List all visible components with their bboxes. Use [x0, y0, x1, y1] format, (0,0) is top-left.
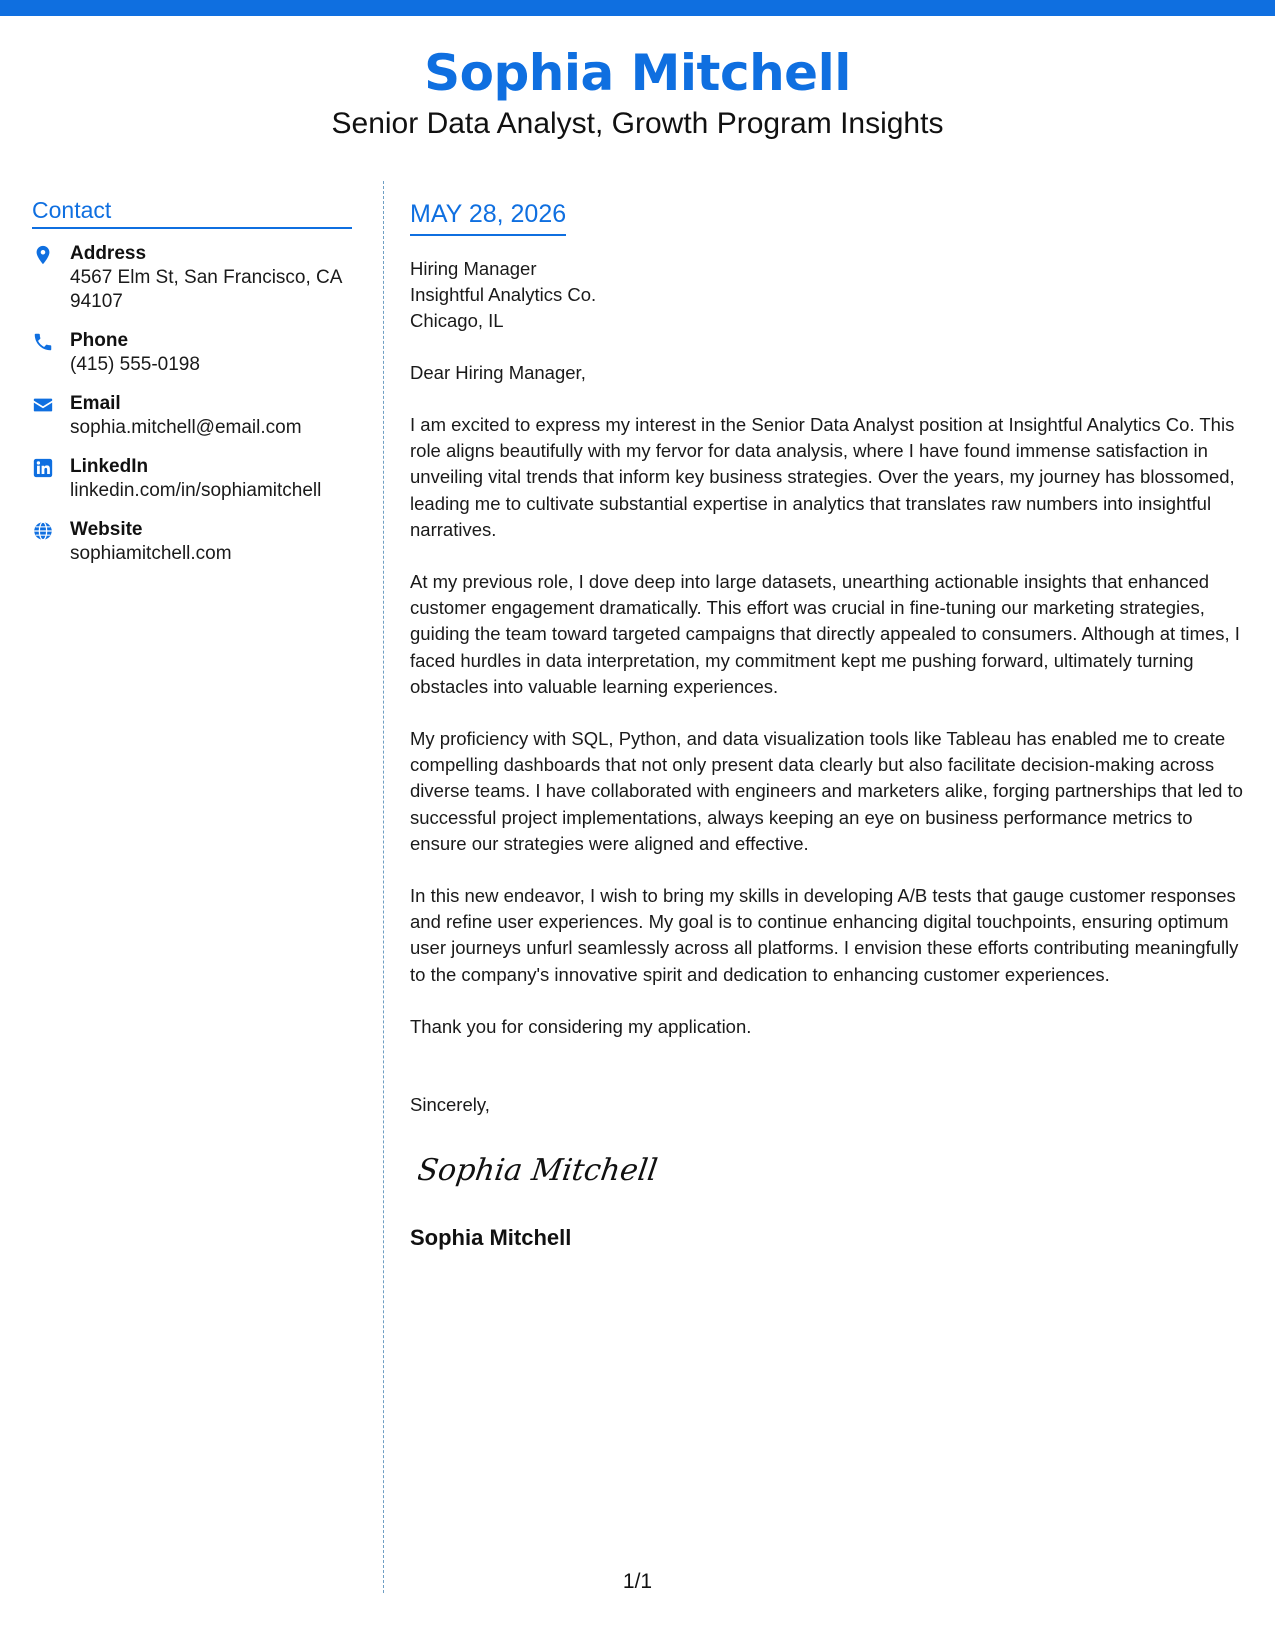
paragraph-5: Thank you for considering my application. — [410, 1015, 752, 1037]
contact-sidebar — [32, 195, 352, 580]
linkedin-icon — [32, 457, 54, 479]
letter-body — [410, 198, 1250, 1253]
contact-value: sophiamitchell.com — [70, 543, 232, 564]
globe-icon — [32, 520, 54, 542]
contact-label: Website — [70, 519, 143, 540]
salutation: Dear Hiring Manager, — [410, 362, 586, 383]
letter-date: MAY 28, 2026 — [410, 198, 566, 236]
contact-label: Phone — [70, 330, 129, 351]
paragraph-1: I am excited to express my interest in the Senior Data Analyst position at Insightful Analytics Co. This role aligns beautifully with my fervor for data analysis, where I have found immense satisfaction in unveiling vital trends that inform key business strategies. Over the years, my journey has blossomed, leading me to cultivate substantial expertise in analytics that translates raw numbers into insightful narratives. — [410, 414, 1235, 540]
paragraph-3: My proficiency with SQL, Python, and data visualization tools like Tableau has enabled me to create compelling dashboards that not only present data clearly but also facilitate decision-making across diverse teams. I have collaborated with engineers and marketers alike, forging partnerships that led to successful project implementations, always keeping an eye on business performance metrics to ensure our strategies were aligned and effective. — [410, 728, 1243, 854]
contact-item-address — [32, 241, 352, 314]
signature — [418, 1140, 658, 1200]
contact-value: (415) 555-0198 — [70, 354, 200, 375]
top-accent-bar — [0, 0, 1275, 16]
column-divider — [383, 181, 384, 1593]
contact-value: linkedin.com/in/sophiamitchell — [70, 480, 322, 501]
paragraph-2: At my previous role, I dove deep into large datasets, unearthing actionable insights that enhanced customer engagement dramatically. This effort was crucial in fine-tuning our marketing strategies, guiding the team toward targeted campaigns that directly appealed to consumers. Although at times, I faced hurdles in data interpretation, my commitment kept me pushing forward, ultimately turning obstacles into valuable learning experiences. — [410, 571, 1240, 697]
recipient-title: Hiring Manager — [410, 258, 537, 279]
signature-text: Sophia Mitchell — [418, 1153, 658, 1189]
contact-label: LinkedIn — [70, 456, 149, 477]
page-number: 1/1 — [622, 1570, 653, 1593]
contact-item-website — [32, 517, 352, 566]
map-pin-icon — [32, 244, 54, 266]
headline: Senior Data Analyst, Growth Program Insights — [331, 107, 944, 140]
page-header — [0, 42, 1275, 144]
paragraph-4: In this new endeavor, I wish to bring my skills in developing A/B tests that gauge customer responses and refine user experiences. My goal is to continue enhancing digital touchpoints, ensuring optimum user journeys unfurl seamlessly across all platforms. I envision these efforts contributing meaningfully to the company's innovative spirit and dedication to enhancing customer experiences. — [410, 885, 1239, 985]
email-icon — [32, 394, 54, 416]
contact-value: sophia.mitchell@email.com — [70, 417, 302, 438]
phone-icon — [32, 331, 54, 353]
closing: Sincerely, — [410, 1094, 490, 1116]
contact-value: 4567 Elm St, San Francisco, CA 94107 — [70, 267, 342, 312]
contact-heading: Contact — [32, 195, 352, 229]
contact-label: Address — [70, 243, 147, 264]
page-title: Sophia Mitchell — [424, 44, 851, 102]
recipient-block — [410, 256, 1250, 334]
contact-item-email — [32, 391, 352, 440]
signer-name: Sophia Mitchell — [410, 1225, 572, 1251]
contact-item-phone — [32, 328, 352, 377]
contact-label: Email — [70, 393, 121, 414]
recipient-location: Chicago, IL — [410, 310, 504, 331]
recipient-company: Insightful Analytics Co. — [410, 284, 597, 305]
contact-item-linkedin — [32, 454, 352, 503]
